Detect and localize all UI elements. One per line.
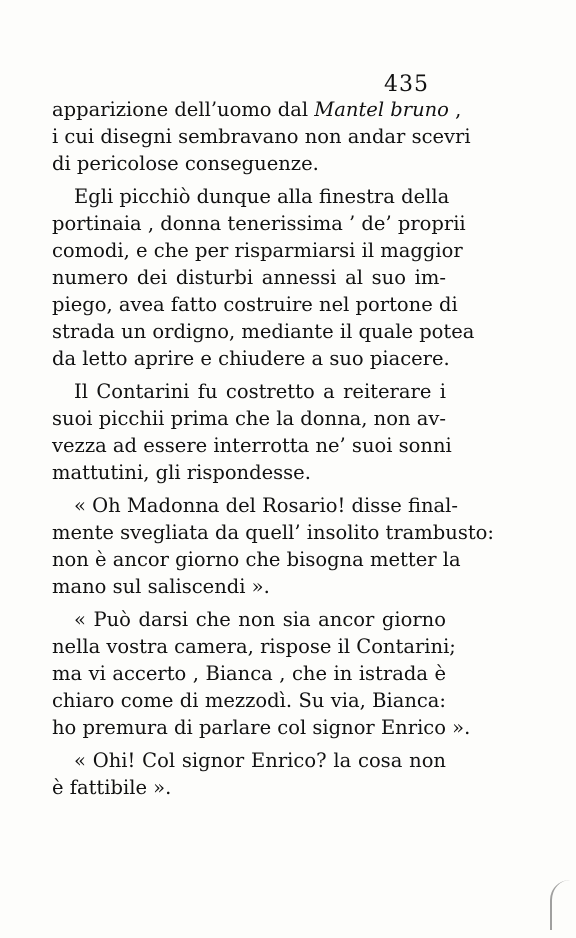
text-line: comodi, e che per risparmiarsi il maggior [52,239,463,262]
text-line: nella vostra camera, rispose il Contarini; [52,635,456,658]
text-line: « Oh Madonna del Rosario! disse final- [74,494,458,517]
text-line: mano sul saliscendi ». [52,575,270,598]
text-line: piego, avea fatto costruire nel portone di [52,293,458,316]
body-text [52,96,494,801]
italic-title: Mantel bruno [314,98,449,121]
text-line: suoi picchii prima che la donna, non av- [52,407,446,430]
page-curl-mark [550,880,576,930]
text-line: i cui disegni sembravano non andar scevri [52,125,471,148]
text-line: numero dei disturbi annessi al suo im- [52,266,446,289]
text-line: mattutini, gli rispondesse. [52,461,311,484]
text-line: apparizione dell’uomo dal Mantel bruno , [52,98,462,121]
text-line: vezza ad essere interrotta ne’ suoi sonni [52,434,452,457]
text-line: mente svegliata da quell’ insolito trambusto: [52,521,494,544]
text-line: di pericolose conseguenze. [52,152,319,175]
text-line: ma vi accerto , Bianca , che in istrada è [52,662,446,685]
text-line: « Può darsi che non sia ancor giorno [74,608,446,631]
text-line: non è ancor giorno che bisogna metter la [52,548,461,571]
text-line: strada un ordigno, mediante il quale potea [52,320,475,343]
text-line: chiaro come di mezzodì. Su via, Bianca: [52,689,446,712]
text-line: è fattibile ». [52,776,172,799]
text-line: Egli picchiò dunque alla finestra della [74,185,450,208]
text-line: portinaia , donna tenerissima ’ de’ proprii [52,212,466,235]
text-line: da letto aprire e chiudere a suo piacere. [52,347,450,370]
text-line: « Ohi! Col signor Enrico? la cosa non [74,749,446,772]
text-line: ho premura di parlare col signor Enrico ». [52,716,471,739]
page-number: 435 [384,72,429,97]
text-line: Il Contarini fu costretto a reiterare i [74,380,446,403]
